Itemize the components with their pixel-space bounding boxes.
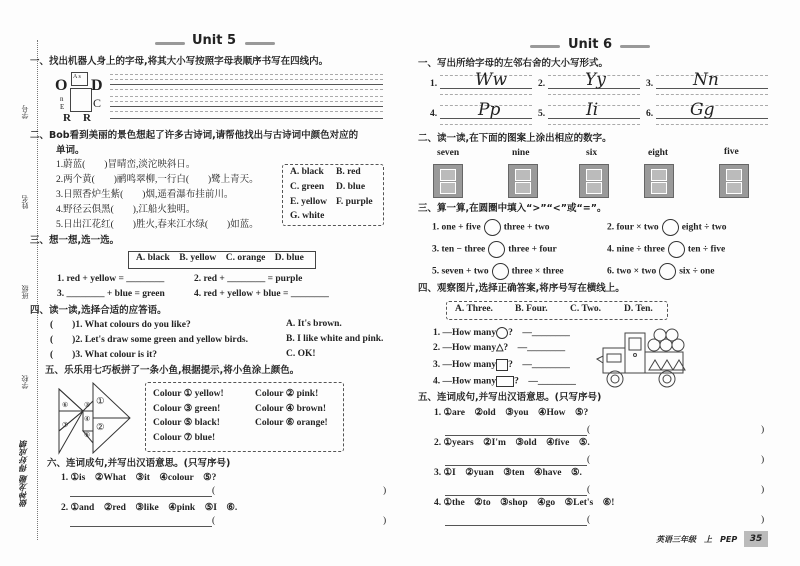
compare-circle[interactable] xyxy=(668,241,685,258)
fish-label: ④ xyxy=(84,415,91,423)
l-s2-title-cont: 单词。 xyxy=(56,145,85,156)
name-label: 姓名 xyxy=(21,195,29,209)
unit5-title: Unit 5 xyxy=(192,33,237,48)
sentence-item: 1. ①is ②What ③it ④colour ⑤? xyxy=(61,473,217,483)
paren: ) xyxy=(761,455,765,465)
compare-circle[interactable] xyxy=(488,241,505,258)
how-many-q: 2. —How many△? —________ xyxy=(433,343,566,353)
hint: Colour ④ brown! xyxy=(255,404,326,414)
question: ( )3. What colour is it? xyxy=(50,350,158,360)
compare-item: 3. ten − three three + four xyxy=(432,241,557,258)
r-s3-title: 三、算一算,在圆圈中填入“>”“<”或“=”。 xyxy=(418,203,607,214)
sentence-item: 2. ①years ②I'm ③old ④five ⑤. xyxy=(434,438,590,448)
triangle-icon: △ xyxy=(496,343,504,353)
item-number: 1. xyxy=(430,79,438,89)
option: G. white xyxy=(290,211,325,221)
fish-label: ① xyxy=(96,397,105,407)
given-letter: Ww xyxy=(475,70,508,90)
title-decoration xyxy=(245,42,275,45)
sentence-item: 3. ①I ②yuan ③ten ④have ⑤. xyxy=(434,468,582,478)
poem-item: 4.野径云俱黑( ),江船火独明。 xyxy=(56,205,196,215)
answer-line[interactable] xyxy=(445,435,587,436)
l-s3-title: 三、想一想,选一选。 xyxy=(30,235,120,246)
compare-circle[interactable] xyxy=(492,263,509,280)
paren: ( xyxy=(212,516,216,526)
question: ( )1. What colours do you like? xyxy=(50,320,191,330)
l-s5-title: 五、乐乐用七巧板拼了一条小鱼,根据提示,将小鱼涂上颜色。 xyxy=(45,365,300,376)
poem-item: 1.蔚蓝( )冒晴峦,淡沱映斜日。 xyxy=(56,160,196,170)
compare-item: 5. seven + two three × three xyxy=(432,263,564,280)
paren: ( xyxy=(587,425,591,435)
given-letter: Ii xyxy=(586,100,599,120)
fish-label: ⑦ xyxy=(62,421,69,429)
digit-pattern[interactable] xyxy=(433,164,463,198)
answer-blank[interactable]: —________ xyxy=(517,343,566,353)
answer-blank[interactable]: —________ xyxy=(522,360,570,371)
option: B. red xyxy=(336,167,361,177)
r-s1-title: 一、写出所给字母的左邻右舍的大小写形式。 xyxy=(418,58,609,69)
hint: Colour ③ green! xyxy=(153,404,221,414)
title-decoration xyxy=(155,42,185,45)
item-number: 2. xyxy=(538,79,546,89)
fish-label: ② xyxy=(96,423,105,433)
equation: 1. red + yellow = ________ xyxy=(57,274,165,284)
compare-item: 4. nine ÷ three ten ÷ five xyxy=(607,241,725,258)
paren: ( xyxy=(212,486,216,496)
s3-options: A. black B. yellow C. orange D. blue xyxy=(136,253,304,263)
footer-book: 英语三年级 上 PEP xyxy=(656,535,738,544)
hint: Colour ⑥ orange! xyxy=(255,418,328,428)
number-word: eight xyxy=(648,148,669,158)
fish-label: ⑤ xyxy=(84,431,91,439)
r-s4-title: 四、观察图片,选择正确答案,将序号写在横线上。 xyxy=(418,283,625,294)
fish-label: ③ xyxy=(84,401,91,409)
r-s5-title: 五、连词成句,并写出汉语意思。(只写序号) xyxy=(418,392,602,403)
title-decoration xyxy=(620,45,650,48)
school-label: 学校 xyxy=(21,375,29,389)
option: A. black xyxy=(290,167,324,177)
r-s2-title: 二、读一读,在下面的图案上涂出相应的数字。 xyxy=(418,133,612,144)
paren: ( xyxy=(587,485,591,495)
item-number: 3. xyxy=(646,79,654,89)
given-letter: Pp xyxy=(478,100,501,120)
compare-item: 6. two × two six ÷ one xyxy=(607,263,715,280)
answer-line[interactable] xyxy=(70,526,212,527)
hint: Colour ⑦ blue! xyxy=(153,433,216,443)
poem-item: 2.两个黄( )鹂鸣翠柳,一行白( )鹭上青天。 xyxy=(56,175,259,185)
fish-label: ⑥ xyxy=(62,401,69,409)
compare-circle[interactable] xyxy=(484,219,501,236)
circle-icon xyxy=(496,327,508,339)
given-letter: Gg xyxy=(690,100,715,120)
number-word: nine xyxy=(512,148,530,158)
paren: ) xyxy=(761,485,765,495)
poem-item: 5.日出江花红( )胜火,春来江水绿( )如蓝。 xyxy=(56,220,259,230)
option: D. blue xyxy=(336,182,366,192)
option: B. Four. xyxy=(515,304,548,314)
option: F. purple xyxy=(336,197,373,207)
slogan: 做神龙题 得好成绩 xyxy=(19,440,28,507)
paren: ) xyxy=(383,486,387,496)
hint: Colour ① yellow! xyxy=(153,389,224,399)
given-letter: Yy xyxy=(585,70,606,90)
paren: ) xyxy=(383,516,387,526)
answer-blank[interactable]: —________ xyxy=(522,328,570,339)
number-word: six xyxy=(586,148,598,158)
answer: C. OK! xyxy=(286,349,316,359)
number-word: seven xyxy=(437,148,460,158)
sentence-item: 4. ①the ②to ③shop ④go ⑤Let's ⑥! xyxy=(434,498,615,508)
answer-line[interactable] xyxy=(445,465,587,466)
item-number: 6. xyxy=(646,109,654,119)
worksheet-spread: 学号 姓名 班级 学校 做神龙题 得好成绩 Unit 5 一、找出机器人身上的字母,将其大小写按照字母表顺序书写在四线内。 A s O n E D C R R 二、Bob看到美丽的景色想起了许多古诗词,请帮他找出与古诗词中颜色对应的 单词。 1.蔚蓝( )冒晴峦,淡沱映斜日。 2.两个黄( )鹂鸣翠柳,一行白( )鹭上青天。 3.日照香炉生紫( )烟,遥看瀑布挂前川。 4.野径云俱黑( ),江船火独明。 5.日出江花红( )胜火,春来江水绿( )如蓝。 A. black B. red C. green D. blue E. yellow F. purple G. white 三、想一想,选一选。 A. black B. yellow C. orange D. blue 1. red + yellow = ________ 2. red + ________ = purple 3. ________ + blue = green 4. red + yellow + blue = ________ 四、读一读,选择合适的应答语。 ( )1. What colours do you like? ( )2. Let's draw some green and yellow birds. ( )3. What colour is it? A. It's brown. B. I like white and pink. C. OK! 五、乐乐用七巧板拼了一条小鱼,根据提示,将小鱼涂上颜色。 ① ② ③ ④ ⑤ ⑥ ⑦ Colour ① yellow! Colour ② pink! Colour ③ green! Colour ④ brown! Colour ⑤ black! Colour ⑥ orange! Colour ⑦ blue! 六、连词成句,并写出汉语意思。(只写序号) 1. ①is ②What ③it ④colour ⑤? ( ) 2. ①and ②red ③like ④pink ⑤I ⑥. ( ) Unit 6 一、写出所给字母的左邻右舍的大小写形式。 1. Ww 2. Yy 3. Nn 4. Pp 5. Ii 6. Gg 二、读一读,在下面的图案上涂出相应的数字。 seven nine six eight five 三、算一算,在圆圈中填入“>”“<”或“=”。 1. one + five three + two 2. four × two eight ÷ two 3. ten − three three + four 4. nine ÷ three ten ÷ five 5. seven + two three × three 6. two × two six ÷ one 四、观察图片,选择正确答案,将序号写在横线上。 A. Three. B. Four. C. Two. D. Ten. 1. —How many ? —________ 2. —How many△? —________ 3. —How many ? —________ 4. —How many ? —________ 五、连词成句,并写出汉语意思。(只写序号) 1. ①are ②old ③you ④How ⑤? ( ) 2. ①years ②I'm ③old ④five ⑤. ( ) 3. ①I ②yuan ③ten ④have ⑤. ( ) 4. ①the ②to ③shop ④go ⑤Let's ⑥! ( ) 英语三年级 上 PEP 35 xyxy=(0,0,800,566)
answer-line[interactable] xyxy=(445,495,587,496)
answer-line[interactable] xyxy=(445,525,587,526)
truck-picture xyxy=(595,328,687,388)
option: D. Ten. xyxy=(624,304,653,314)
tangram-fish xyxy=(55,381,135,456)
paren: ) xyxy=(761,515,765,525)
compare-item: 2. four × two eight ÷ two xyxy=(607,219,726,236)
option: C. Two. xyxy=(570,304,602,314)
paren: ( xyxy=(587,515,591,525)
equation: 3. ________ + blue = green xyxy=(57,289,165,299)
hint: Colour ② pink! xyxy=(255,389,319,399)
student-no-label: 学号 xyxy=(21,105,29,119)
poem-item: 3.日照香炉生紫( )烟,遥看瀑布挂前川。 xyxy=(56,190,234,200)
square-icon xyxy=(496,359,508,371)
sentence-item: 2. ①and ②red ③like ④pink ⑤I ⑥. xyxy=(61,503,238,513)
how-many-q: 3. —How many ? —________ xyxy=(433,360,570,371)
how-many-q: 4. —How many ? —________ xyxy=(433,376,576,387)
number-word: five xyxy=(724,147,739,157)
title-decoration xyxy=(530,45,560,48)
rectangle-icon xyxy=(496,376,514,387)
option: E. yellow xyxy=(290,197,327,207)
compare-circle[interactable] xyxy=(662,219,679,236)
paren: ( xyxy=(587,455,591,465)
l-s4-title: 四、读一读,选择合适的应答语。 xyxy=(30,305,167,316)
digit-pattern[interactable] xyxy=(644,164,674,198)
compare-circle[interactable] xyxy=(659,263,676,280)
answer: A. It's brown. xyxy=(286,319,342,329)
equation: 4. red + yellow + blue = ________ xyxy=(194,289,329,299)
option: A. Three. xyxy=(455,304,493,314)
paren: ) xyxy=(761,425,765,435)
unit6-title: Unit 6 xyxy=(568,37,613,52)
l-s6-title: 六、连词成句,并写出汉语意思。(只写序号) xyxy=(47,458,231,469)
answer-blank[interactable]: —________ xyxy=(528,376,576,387)
answer-line[interactable] xyxy=(70,496,212,497)
equation: 2. red + ________ = purple xyxy=(194,274,303,284)
page-number: 35 xyxy=(744,531,768,547)
option: C. green xyxy=(290,182,325,192)
how-many-q: 1. —How many ? —________ xyxy=(433,328,570,339)
digit-pattern[interactable] xyxy=(579,164,609,198)
l-s2-title: 二、Bob看到美丽的景色想起了许多古诗词,请帮他找出与古诗词中颜色对应的 xyxy=(30,130,359,141)
digit-pattern[interactable] xyxy=(719,164,749,198)
compare-item: 1. one + five three + two xyxy=(432,219,550,236)
class-label: 班级 xyxy=(21,285,29,299)
binding-line xyxy=(37,40,38,540)
l-s1-title: 一、找出机器人身上的字母,将其大小写按照字母表顺序书写在四线内。 xyxy=(30,56,329,67)
sentence-item: 1. ①are ②old ③you ④How ⑤? xyxy=(434,408,589,418)
answer: B. I like white and pink. xyxy=(286,334,384,344)
given-letter: Nn xyxy=(693,70,719,90)
item-number: 4. xyxy=(430,109,438,119)
digit-pattern[interactable] xyxy=(508,164,538,198)
item-number: 5. xyxy=(538,109,546,119)
question: ( )2. Let's draw some green and yellow birds. xyxy=(50,335,248,345)
hint: Colour ⑤ black! xyxy=(153,418,220,428)
